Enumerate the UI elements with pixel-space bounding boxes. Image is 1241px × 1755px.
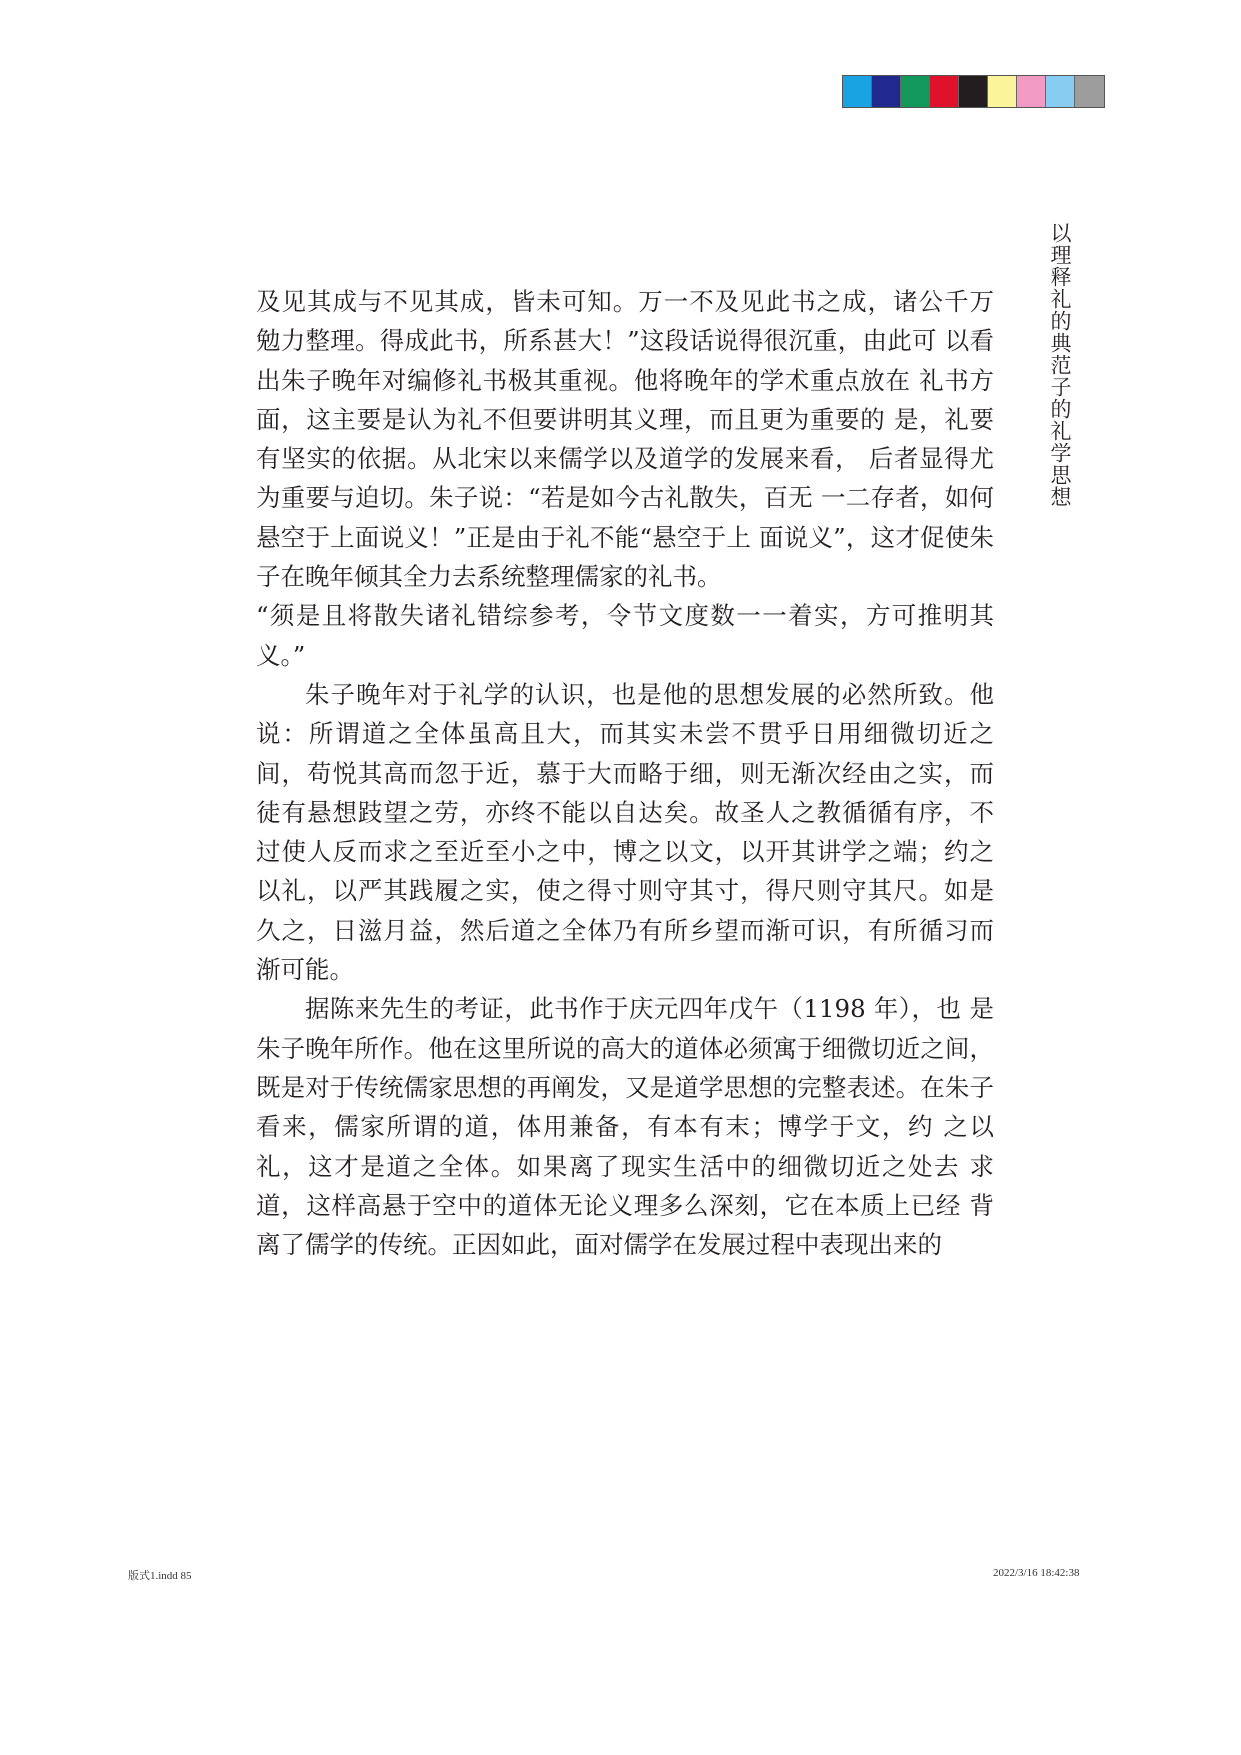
- color-swatch-light-blue: [1046, 76, 1075, 107]
- color-swatch-green: [901, 76, 930, 107]
- color-registration-bar: [842, 75, 1105, 108]
- paragraph: 朱子晚年对于礼学的认识，也是他的思想发展的必然所致。他说：所谓道之全体虽高且大，而其实未尝不贯乎日用细微切近之 间，苟悦其高而忽于近，慕于大而略于细，则无渐次经由之实，而 徒有悬想跂望之劳，亦终不能以自达矣。故圣人之教循循有序，不 过使人反而求之至近至小之中，博之以文，以开其讲学之端；约之 以礼，以严其践履之实，使之得寸则守其寸，得尺则守其尺。如是 久之，日滋月益，然后道之全体乃有所乡望而渐可识，有所循习而 渐可能。: [256, 679, 994, 985]
- color-swatch-gray: [1075, 76, 1104, 107]
- color-swatch-pink: [1017, 76, 1046, 107]
- footer-timestamp: 2022/3/16 18:42:38: [993, 1567, 1080, 1579]
- color-swatch-yellow: [988, 76, 1017, 107]
- body-text: [256, 282, 994, 1264]
- paragraph-quote: “须是且将散失诸礼错综参考，令节文度数一一着实，方可推明其义。”: [256, 601, 994, 670]
- footer-file-info: 版式1.indd 85: [128, 1570, 192, 1582]
- paragraph: 及见其成与不见其成，皆未可知。万一不及见此书之成，诸公千万 勉力整理。得成此书，所系甚大！”这段话说得很沉重，由此可 以看出朱子晚年对编修礼书极其重视。他将晚年的学术重点放在 礼书方面，这主要是认为礼不但要讲明其义理，而且更为重要的 是，礼要有坚实的依据。从北宋以来儒学以及道学的发展来看， 后者显得尤为重要与迫切。朱子说：“若是如今古礼散失，百无 一二存者，如何悬空于上面说义！”正是由于礼不能“悬空于上 面说义”，这才促使朱子在晚年倾其全力去系统整理儒家的礼书。: [256, 287, 994, 592]
- running-head: 以理释礼的典范子的礼学思想: [1048, 222, 1072, 508]
- color-swatch-blue: [872, 76, 901, 107]
- paragraph: 据陈来先生的考证，此书作于庆元四年戊午（1198 年），也 是朱子晚年所作。他在这里所说的高大的道体必须寓于细微切近之间，既是对于传统儒家思想的再阐发，又是道学思想的完整表述。在朱子看来，儒家所谓的道，体用兼备，有本有末；博学于文，约 之以礼，这才是道之全体。如果离了现实生活中的细微切近之处去 求道，这样高悬于空中的道体无论义理多么深刻，它在本质上已经 背离了儒学的传统。正因如此，面对儒学在发展过程中表现出来的: [256, 994, 994, 1260]
- color-swatch-cyan: [843, 76, 872, 107]
- color-swatch-black: [959, 76, 988, 107]
- color-swatch-red: [930, 76, 959, 107]
